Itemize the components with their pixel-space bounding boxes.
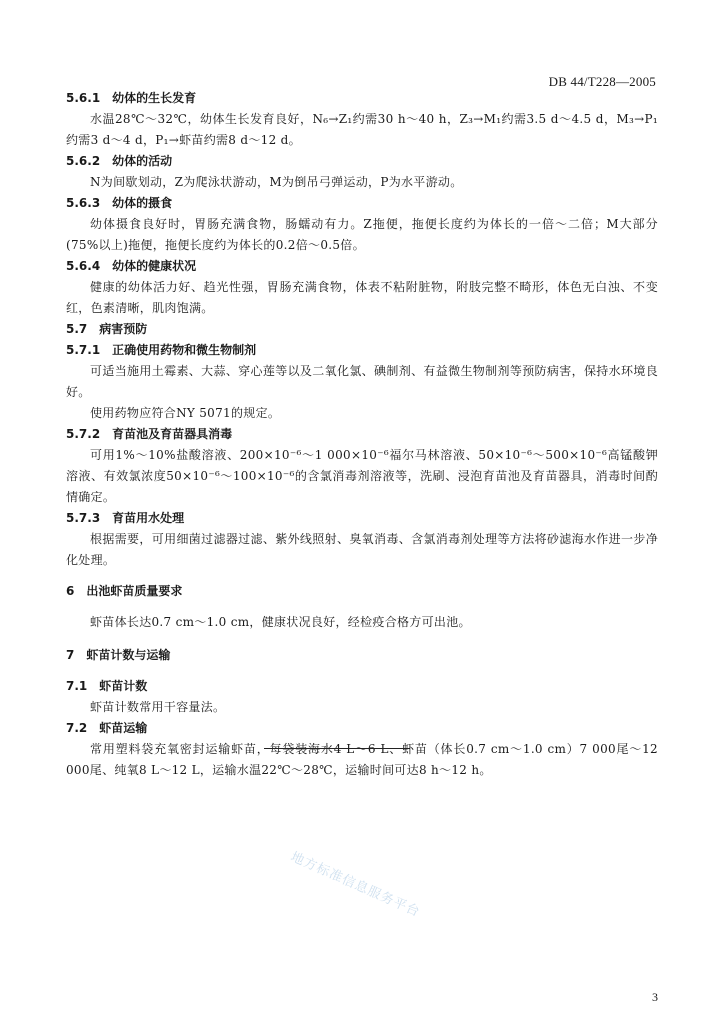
heading-5-7-3: 5.7.3 育苗用水处理 [66, 511, 185, 525]
heading-5-6-3: 5.6.3 幼体的摄食 [66, 196, 173, 210]
paragraph-5-7-2: 可用1%～10%盐酸溶液、200×10⁻⁶～1 000×10⁻⁶福尔马林溶液、50×10⁻⁶～500×10⁻⁶高锰酸钾溶液、有效氯浓度50×10⁻⁶～100×10⁻⁶的含氯消毒剂溶液等，洗刷、浸泡育苗池及育苗器具，消毒时间酌情确定。 [66, 448, 658, 504]
paragraph-5-6-2: N为间歇划动，Z为爬泳状游动，M为倒吊弓弹运动，P为水平游动。 [90, 175, 463, 189]
page-number: 3 [652, 990, 658, 1004]
paragraph-5-7-1-b: 使用药物应符合NY 5071的规定。 [90, 406, 281, 420]
heading-5-6-4: 5.6.4 幼体的健康状况 [66, 259, 197, 273]
paragraph-7-1: 虾苗计数常用干容量法。 [90, 700, 226, 714]
paragraph-5-6-4: 健康的幼体活力好、趋光性强，胃肠充满食物，体表不粘附脏物，附肢完整不畸形，体色无白浊、不变红，色素清晰，肌肉饱满。 [66, 280, 658, 315]
paragraph-5-7-1-a: 可适当施用土霉素、大蒜、穿心莲等以及二氧化氯、碘制剂、有益微生物制剂等预防病害，保持水环境良好。 [66, 364, 658, 399]
heading-5-7-1: 5.7.1 正确使用药物和微生物制剂 [66, 343, 257, 357]
paragraph-5-6-3: 幼体摄食良好时，胃肠充满食物，肠蠕动有力。Z拖便，拖便长度约为体长的一倍～二倍；M大部分(75%以上)拖便，拖便长度约为体长的0.2倍～0.5倍。 [66, 217, 658, 252]
heading-7-2: 7.2 虾苗运输 [66, 721, 148, 735]
document-body [66, 88, 658, 781]
paragraph-7-2: 常用塑料袋充氧密封运输虾苗，每袋装海水4 L～6 L、虾苗（体长0.7 cm～1.0 cm）7 000尾～12 000尾、纯氧8 L～12 L，运输水温22℃～28℃，运输时间可达8 h～12 h。 [66, 742, 658, 777]
paragraph-6: 虾苗体长达0.7 cm～1.0 cm，健康状况良好，经检疫合格方可出池。 [90, 615, 471, 629]
heading-7-1: 7.1 虾苗计数 [66, 679, 148, 693]
heading-6: 6 出池虾苗质量要求 [66, 584, 183, 598]
paragraph-5-6-1: 水温28℃～32℃，幼体生长发育良好，N₆→Z₁约需30 h～40 h，Z₃→M₁约需3.5 d～4.5 d，M₃→P₁约需3 d～4 d，P₁→虾苗约需8 d～12 d。 [66, 112, 658, 147]
document-code: DB 44/T228—2005 [548, 74, 656, 89]
heading-5-7: 5.7 病害预防 [66, 322, 148, 336]
heading-7: 7 虾苗计数与运输 [66, 648, 171, 662]
heading-5-6-1: 5.6.1 幼体的生长发育 [66, 91, 197, 105]
paragraph-5-7-3: 根据需要，可用细菌过滤器过滤、紫外线照射、臭氧消毒、含氯消毒剂处理等方法将砂滤海水作进一步净化处理。 [66, 532, 658, 567]
end-rule [264, 748, 410, 749]
watermark-text: 地方标准信息服务平台 [288, 849, 423, 921]
heading-5-7-2: 5.7.2 育苗池及育苗器具消毒 [66, 427, 233, 441]
heading-5-6-2: 5.6.2 幼体的活动 [66, 154, 173, 168]
